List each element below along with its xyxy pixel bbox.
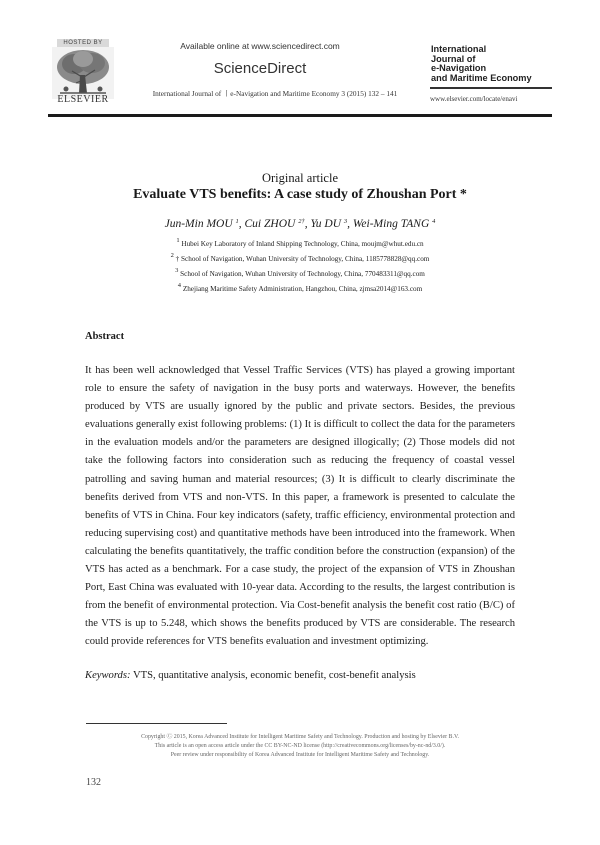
author-name: Yu DU (310, 218, 342, 230)
author (310, 218, 352, 230)
author (165, 218, 245, 230)
author (245, 218, 311, 230)
article-title: Evaluate VTS benefits: A case study of Zhoushan Port * (133, 187, 467, 202)
affiliation-mark: 2 (170, 252, 174, 259)
affiliation (0, 250, 600, 265)
author-separator: , (347, 218, 353, 230)
author-affiliation-mark: 4 (432, 218, 436, 225)
article-type: Original article (261, 171, 338, 185)
affiliation-mark: 3 (175, 267, 179, 274)
affiliation (0, 235, 600, 250)
author-affiliation-mark: 1 (235, 218, 239, 225)
journal-name-line: and Maritime Economy (431, 72, 532, 83)
copyright-line: Peer review under responsibility of Korea Advanced Institute for Intelligent Maritime Safety and Technology. (170, 752, 430, 758)
header-divider (48, 114, 552, 117)
keywords-text: VTS, quantitative analysis, economic benefit, cost-benefit analysis (130, 670, 416, 681)
author-separator: , (304, 218, 311, 230)
author-name: Cui ZHOU (244, 218, 296, 230)
author-name: Jun-Min MOU (164, 218, 233, 230)
copyright-notice (0, 733, 600, 760)
author-name: Wei-Ming TANG (352, 218, 430, 230)
available-online-text: Available online at www.sciencedirect.com (180, 41, 340, 51)
affiliation-text: Hubei Key Laboratory of Inland Shipping Technology, China, moujm@whut.edu.cn (179, 240, 424, 248)
journal-name-line: e-Navigation (431, 63, 487, 73)
journal-name (431, 45, 551, 83)
affiliation (0, 280, 600, 295)
hosted-by-label: HOSTED BY (57, 39, 109, 48)
author-affiliation-mark: 2† (298, 218, 305, 225)
journal-name-rule (430, 87, 552, 89)
copyright-line: This article is an open access article under the CC BY-NC-ND license (http://creativecommons.org/licenses/by-nc-nd/3.0/). (154, 743, 446, 749)
keywords-label: Keywords: (85, 670, 131, 681)
affiliation-list (0, 235, 600, 295)
abstract-heading: Abstract (85, 331, 125, 342)
abstract-text: It has been well acknowledged that Vessel Traffic Services (VTS) has played a growing important role to ensure the safety of navigation in the busy ports and waterways. However, the benefits produced by VTS are usually ignored by the public and private sectors. Besides, the previous evaluations generally exist following problems: (1) It is difficult to collect the data for the parameters in the evaluation models and/or the parameters are designed illogically; (2) Those models did not take the following factors into consideration such as reducing the frequency of coastal vessel patrolling and saving human and material resources; (3) It is difficult to clearly discriminate the benefits derived from VTS and non-VTS. In this paper, a framework is presented to calculate the benefits of VTS in China. Four key indicators (safety, traffic efficiency, environmental protection and reducing supervising cost) and quantitative methods have been introduced into the framework. When calculating the benefits quantitatively, the traffic condition before the construction (expansion) of the VTS has acted as a benchmark. For a case study, the project of the expansion of VTS in Zhoushan Port, East China was evaluated with 10-year data. According to the results, the largest contribution is from the benefit of environmental protection. Via Cost-benefit analysis the benefit cost ratio (B/C) of the VTS is up to 5.248, which shows the benefits produced by VTS are considerable. The research could provide references for VTS benefits evaluation and investment optimizing. (85, 365, 515, 648)
footnote-rule (86, 723, 227, 724)
affiliation-text: † School of Navigation, Wuhan University of Technology, China, 1185778828@qq.com (173, 255, 430, 263)
author-separator: , (238, 218, 245, 230)
affiliation-mark: 1 (176, 237, 180, 244)
author-affiliation-mark: 3 (343, 218, 348, 225)
keywords (85, 670, 515, 681)
author-list (0, 218, 600, 230)
journal-name-line: International (431, 44, 487, 54)
journal-url: www.elsevier.com/locate/enavi (430, 95, 518, 103)
page-number: 132 (86, 777, 101, 788)
journal-citation: International Journal of 〡e-Navigation and Maritime Economy 3 (2015) 132 – 141 (152, 89, 398, 98)
elsevier-tree-logo-icon (52, 47, 114, 99)
affiliation-text: School of Navigation, Wuhan University of Technology, China, 770483311@qq.com (178, 270, 425, 278)
author (353, 218, 435, 230)
sciencedirect-wordmark: ScienceDirect (213, 60, 307, 77)
copyright-line: Copyright Ⓒ 2015, Korea Advanced Institute for Intelligent Maritime Safety and Technology. Production and hosting by Elsevier B.V. (141, 734, 459, 740)
affiliation (0, 265, 600, 280)
journal-name-line: Journal of (431, 53, 476, 64)
affiliation-text: Zhejiang Maritime Safety Administration, Hangzhou, China, zjmsa2014@163.com (181, 285, 423, 293)
publisher-name: ELSEVIER (57, 94, 109, 105)
affiliation-mark: 4 (177, 282, 182, 289)
